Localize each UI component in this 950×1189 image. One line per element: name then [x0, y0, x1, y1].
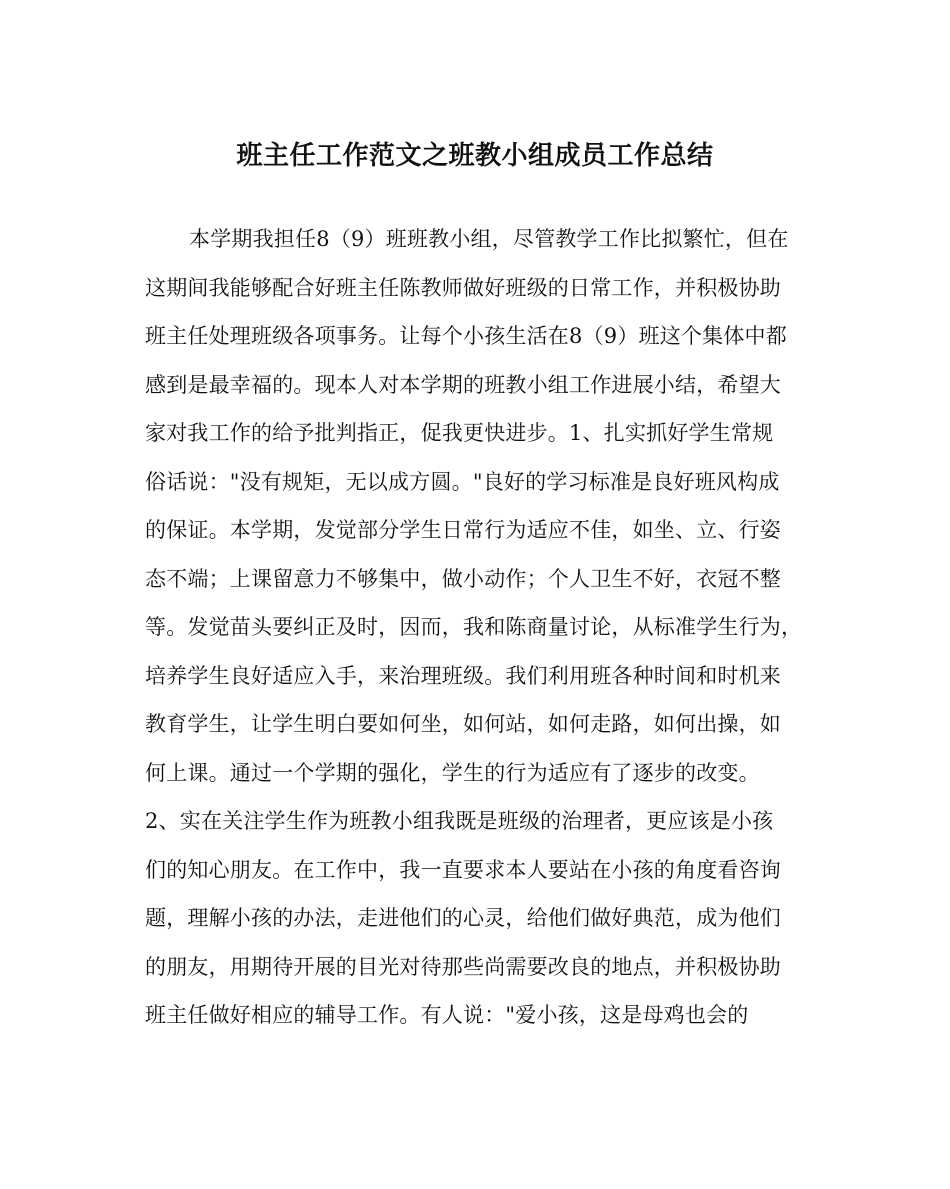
body-line: 本学期我担任8（9）班班教小组，尽管教学工作比拟繁忙，但在 — [189, 227, 789, 251]
body-line: 感到是最幸福的。现本人对本学期的班教小组工作进展小结，希望大 — [145, 372, 781, 397]
body-line: 教育学生，让学生明白要如何坐，如何站，如何走路，如何出操，如 — [145, 712, 781, 736]
body-line: 班主任做好相应的辅导工作。有人说："爱小孩，这是母鸡也会的 — [145, 1003, 749, 1027]
body-line: 们的知心朋友。在工作中，我一直要求本人要站在小孩的角度看咨询 — [145, 857, 781, 882]
body-line: 家对我工作的给予批判指正，促我更快进步。1、扎实抓好学生常规 — [145, 421, 774, 445]
document-title: 班主任工作范文之班教小组成员工作总结 — [236, 141, 714, 171]
body-line: 2、实在关注学生作为班教小组我既是班级的治理者，更应该是小孩 — [145, 809, 774, 833]
body-line: 态不端；上课留意力不够集中，做小动作；个人卫生不好，衣冠不整 — [145, 566, 781, 591]
body-line: 班主任处理班级各项事务。让每个小孩生活在8（9）班这个集体中都 — [145, 324, 787, 348]
body-line: 这期间我能够配合好班主任陈教师做好班级的日常工作，并积极协助 — [145, 275, 781, 300]
body-line: 培养学生良好适应入手，来治理班级。我们利用班各种时间和时机来 — [145, 663, 781, 688]
body-line: 何上课。通过一个学期的强化，学生的行为适应有了逐步的改变。 — [145, 760, 760, 785]
document-body — [145, 222, 815, 1047]
body-line: 俗话说："没有规矩，无以成方圆。"良好的学习标准是良好班风构成 — [145, 469, 780, 494]
body-line: 题，理解小孩的办法，走进他们的心灵，给他们做好典范，成为他们 — [145, 906, 781, 930]
body-line: 的保证。本学期，发觉部分学生日常行为适应不佳，如坐、立、行姿 — [145, 518, 781, 542]
body-line: 等。发觉苗头要纠正及时，因而，我和陈商量讨论，从标准学生行为， — [145, 615, 803, 639]
body-line: 的朋友，用期待开展的目光对待那些尚需要改良的地点，并积极协助 — [145, 954, 781, 979]
